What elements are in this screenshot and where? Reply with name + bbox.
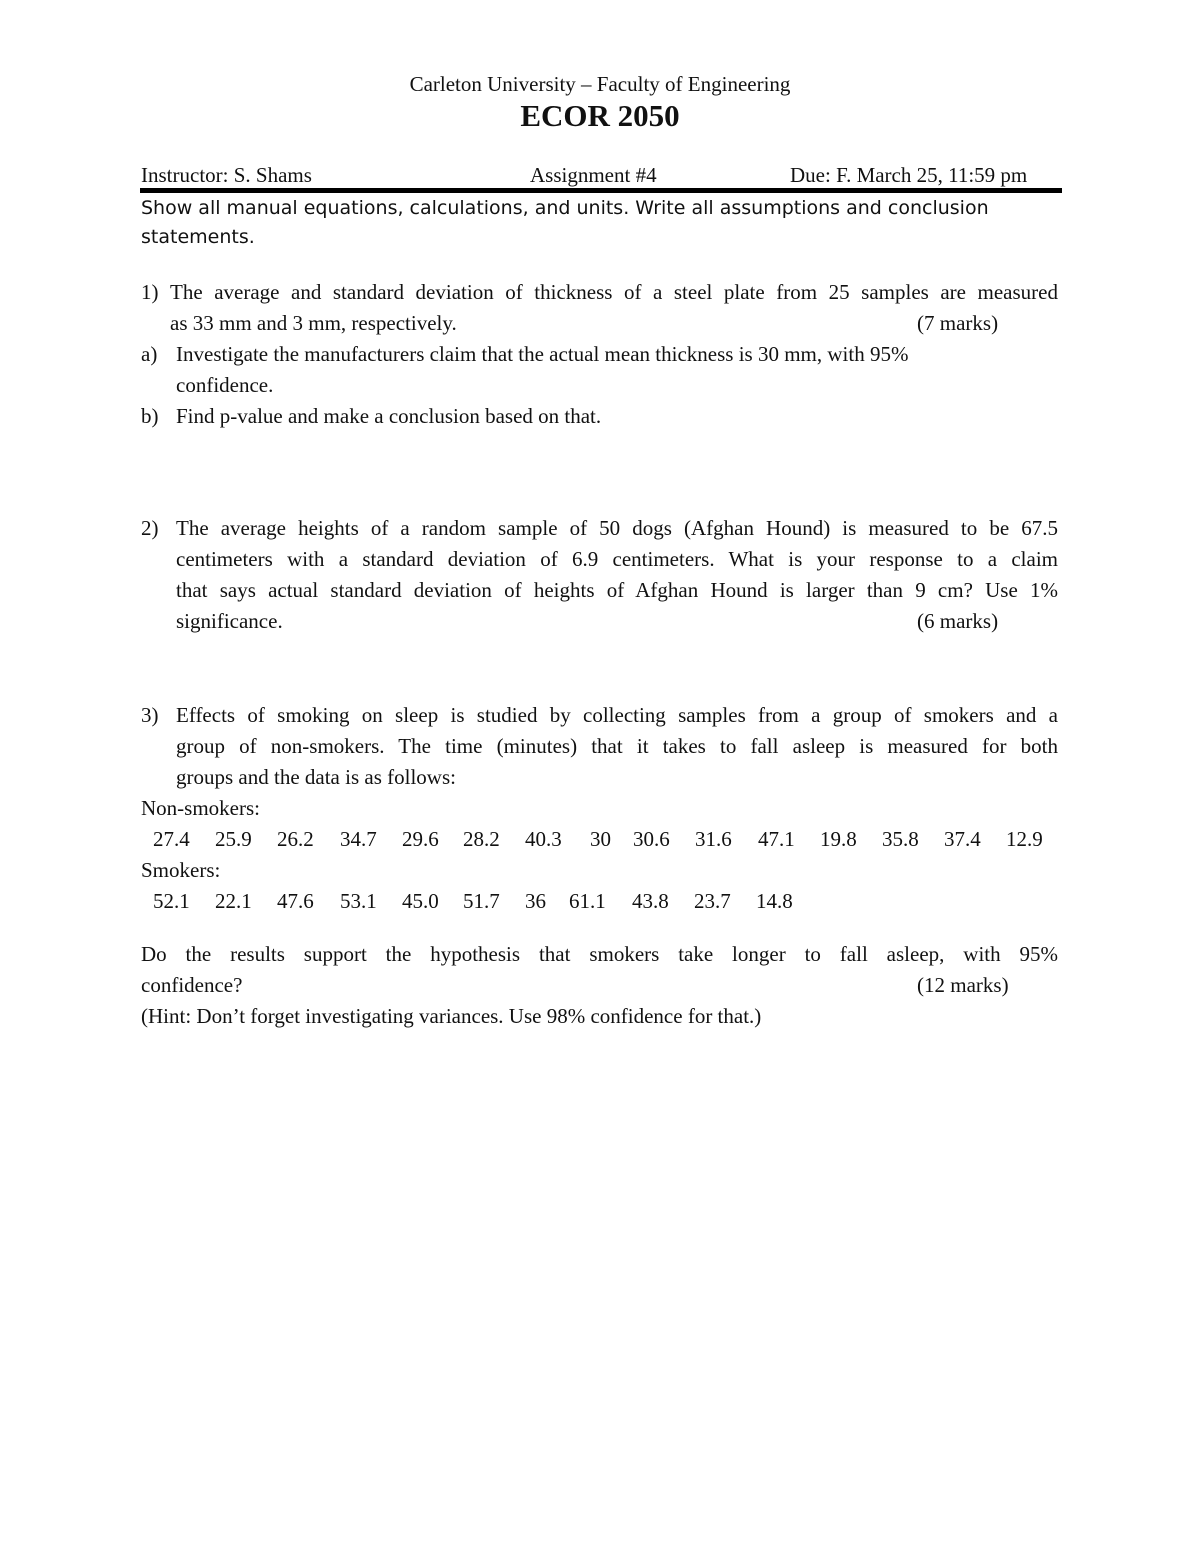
q1b-label: b) <box>141 404 159 428</box>
q1b-line-1: Find p-value and make a conclusion based on that. <box>176 404 602 428</box>
list-item: 47.1 <box>758 827 795 851</box>
list-item: 52.1 <box>153 889 190 913</box>
q2-marks: (6 marks) <box>917 609 999 633</box>
q2-number: 2) <box>141 516 159 540</box>
list-item: 61.1 <box>569 889 606 913</box>
list-item: 23.7 <box>694 889 731 913</box>
course-code-title: ECOR 2050 <box>520 98 680 133</box>
list-item: 26.2 <box>277 827 314 851</box>
q2-line-2: centimeters with a standard deviation of 6.9 centimeters. What is your response to a claim <box>176 547 1058 571</box>
list-item: 47.6 <box>277 889 314 913</box>
university-heading: Carleton University – Faculty of Engineering <box>409 72 791 96</box>
list-item: 19.8 <box>820 827 857 851</box>
non-smokers-label: Non-smokers: <box>141 796 260 820</box>
instructor-label: Instructor: S. Shams <box>141 163 312 187</box>
header-divider <box>140 188 1062 193</box>
q1a-line-2: confidence. <box>176 373 274 397</box>
list-item: 36 <box>525 889 546 913</box>
list-item: 14.8 <box>756 889 793 913</box>
q2-line-3: that says actual standard deviation of heights of Afghan Hound is larger than 9 cm? Use 1% <box>176 578 1058 602</box>
intro-line-2: statements. <box>141 226 255 248</box>
list-item: 40.3 <box>525 827 562 851</box>
assignment-label: Assignment #4 <box>530 163 657 187</box>
q1a-line-1: Investigate the manufacturers claim that the actual mean thickness is 30 mm, with 95% <box>176 342 909 366</box>
q3-number: 3) <box>141 703 159 727</box>
intro-line-1: Show all manual equations, calculations, and units. Write all assumptions and conclusion <box>141 197 989 219</box>
q3-line-1: Effects of smoking on sleep is studied by collecting samples from a group of smokers and a <box>176 703 1058 727</box>
q1-line-1: The average and standard deviation of thickness of a steel plate from 25 samples are measured <box>170 280 1058 304</box>
list-item: 34.7 <box>340 827 377 851</box>
q3-line-3: groups and the data is as follows: <box>176 765 456 789</box>
due-date-label: Due: F. March 25, 11:59 pm <box>790 163 1028 187</box>
list-item: 29.6 <box>402 827 439 851</box>
q1a-label: a) <box>141 342 158 366</box>
q2-line-1: The average heights of a random sample of 50 dogs (Afghan Hound) is measured to be 67.5 <box>176 516 1058 540</box>
q2-line-4: significance. <box>176 609 283 633</box>
smokers-label: Smokers: <box>141 858 221 882</box>
list-item: 53.1 <box>340 889 377 913</box>
q3-question-line-2: confidence? <box>141 973 243 997</box>
q1-number: 1) <box>141 280 159 304</box>
q3-hint: (Hint: Don’t forget investigating variances. Use 98% confidence for that.) <box>141 1004 762 1028</box>
list-item: 37.4 <box>944 827 981 851</box>
list-item: 30 <box>590 827 611 851</box>
q3-question-line-1: Do the results support the hypothesis that smokers take longer to fall asleep, with 95% <box>141 942 1058 966</box>
list-item: 51.7 <box>463 889 500 913</box>
non-smokers-data-row <box>0 827 1200 853</box>
list-item: 25.9 <box>215 827 252 851</box>
q1-marks: (7 marks) <box>917 311 999 335</box>
list-item: 30.6 <box>633 827 670 851</box>
list-item: 31.6 <box>695 827 732 851</box>
list-item: 45.0 <box>402 889 439 913</box>
q1-line-2: as 33 mm and 3 mm, respectively. <box>170 311 457 335</box>
list-item: 22.1 <box>215 889 252 913</box>
list-item: 35.8 <box>882 827 919 851</box>
list-item: 27.4 <box>153 827 190 851</box>
q3-line-2: group of non-smokers. The time (minutes) that it takes to fall asleep is measured for both <box>176 734 1058 758</box>
list-item: 43.8 <box>632 889 669 913</box>
q3-marks: (12 marks) <box>917 973 1009 997</box>
list-item: 12.9 <box>1006 827 1043 851</box>
list-item: 28.2 <box>463 827 500 851</box>
smokers-data-row <box>0 889 1200 915</box>
